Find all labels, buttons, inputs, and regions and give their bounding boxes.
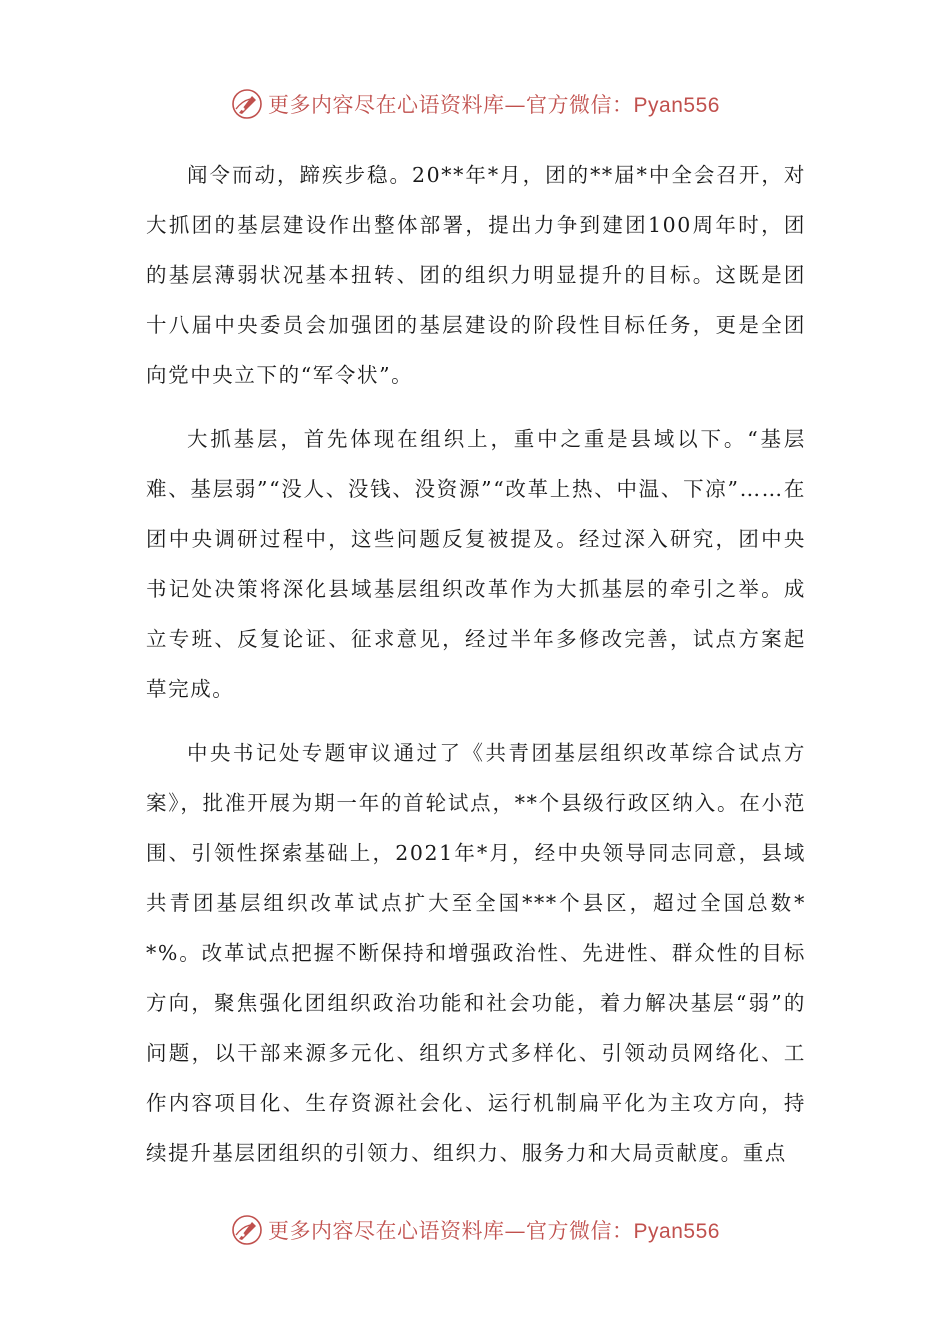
banner-dash: — [504,93,527,117]
banner-dash: — [504,1219,527,1243]
header-watermark-banner [0,84,950,124]
pen-nib-logo-icon [230,1213,264,1247]
document-body [146,150,806,1178]
paragraph-2: 大抓基层，首先体现在组织上，重中之重是县域以下。“基层难、基层弱”“没人、没钱、没资源”“改革上热、中温、下凉”……在团中央调研过程中，这些问题反复被提及。经过深入研究，团中央书记处决策将深化县域基层组织改革作为大抓基层的牵引之举。成立专班、反复论证、征求意见，经过半年多修改完善，试点方案起草完成。 [146,427,806,701]
paragraph-3: 中央书记处专题审议通过了《共青团基层组织改革综合试点方案》，批准开展为期一年的首轮试点，**个县级行政区纳入。在小范围、引领性探索基础上，2021年*月，经中央领导同志同意，县域共青团基层组织改革试点扩大至全国***个县区，超过全国总数**%。改革试点把握不断保持和增强政治性、先进性、群众性的目标方向，聚焦强化团组织政治功能和社会功能，着力解决基层“弱”的问题，以干部来源多元化、组织方式多样化、引领动员网络化、工作内容项目化、生存资源社会化、运行机制扁平化为主攻方向，持续提升基层团组织的引领力、组织力、服务力和大局贡献度。重点 [146,741,806,1165]
banner-wechat-id: Pyan556 [633,1220,720,1243]
banner-text [268,89,720,119]
banner-main-text: 更多内容尽在心语资料库 [268,93,505,117]
paragraph-1: 闻令而动，蹄疾步稳。20**年*月，团的**届*中全会召开，对大抓团的基层建设作出整体部署，提出力争到建团100周年时，团的基层薄弱状况基本扭转、团的组织力明显提升的目标。这既是团十八届中央委员会加强团的基层建设的阶段性目标任务，更是全团向党中央立下的“军令状”。 [146,163,806,387]
banner-text [268,1215,720,1245]
banner-wechat-id: Pyan556 [633,94,720,117]
banner-sub-text: 官方微信： [526,93,634,117]
banner-main-text: 更多内容尽在心语资料库 [268,1219,505,1243]
pen-nib-logo-icon [230,87,264,121]
footer-watermark-banner [0,1210,950,1250]
banner-sub-text: 官方微信： [526,1219,634,1243]
